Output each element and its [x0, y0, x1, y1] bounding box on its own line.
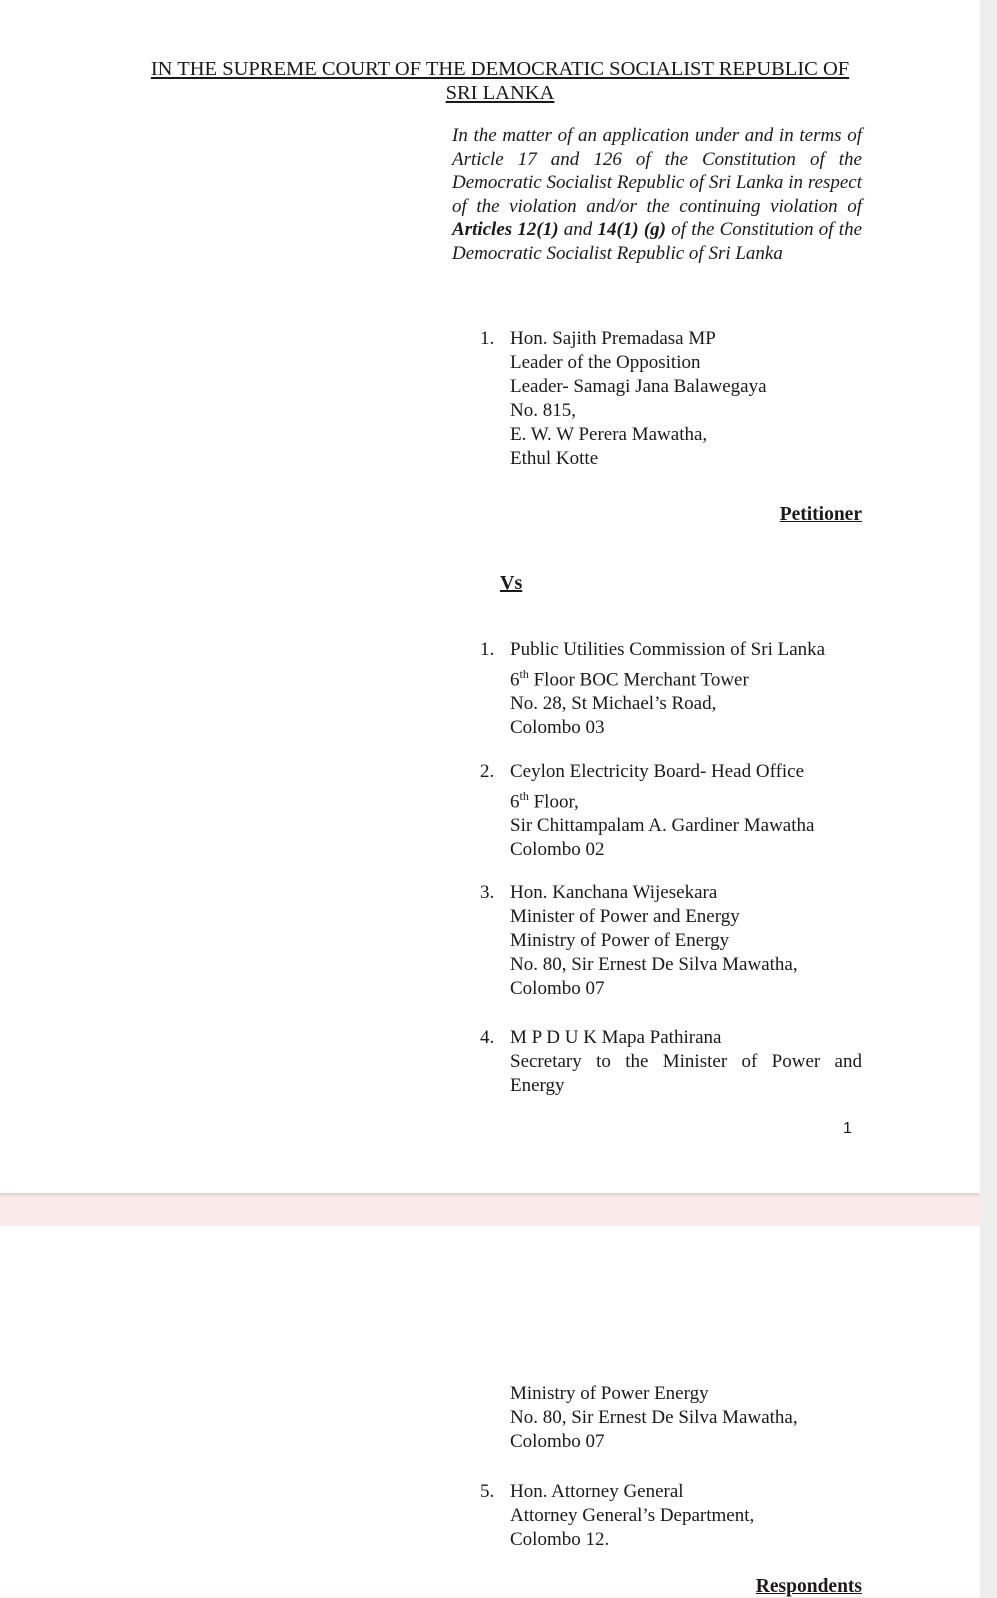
respondent-address-city: Colombo 07 — [510, 978, 605, 999]
respondent-5-block — [480, 1480, 880, 1552]
petitioner-label: Petitioner — [779, 504, 862, 525]
respondent-address-city: Colombo 12. — [510, 1529, 610, 1550]
respondent-address-street: No. 80, Sir Ernest De Silva Mawatha, — [510, 1407, 798, 1428]
respondent-name: Public Utilities Commission of Sri Lanka — [510, 639, 826, 660]
respondent-title-continued: Energy — [510, 1075, 565, 1096]
petitioner-address-city: Ethul Kotte — [510, 448, 599, 469]
party-number: 3. — [480, 882, 495, 903]
respondent-ministry: Ministry of Power of Energy — [510, 930, 730, 951]
application-matter-paragraph — [452, 124, 862, 265]
court-heading-line-1: IN THE SUPREME COURT OF THE DEMOCRATIC SOCIALIST REPUBLIC OF — [150, 58, 850, 80]
respondent-address-street: No. 80, Sir Ernest De Silva Mawatha, — [510, 954, 798, 975]
respondent-4-continued-block — [480, 1382, 880, 1454]
respondents-label: Respondents — [755, 1576, 862, 1597]
matter-text-after: of the Constitution of the Democratic Socialist Republic of Sri Lanka — [452, 219, 863, 264]
respondent-address-street: Sir Chittampalam A. Gardiner Mawatha — [510, 815, 815, 837]
petitioner-title: Leader of the Opposition — [510, 352, 701, 373]
respondent-address-floor: 6th Floor BOC Merchant Tower — [510, 667, 749, 691]
party-number: 5. — [480, 1481, 495, 1502]
versus-label: Vs — [500, 572, 523, 594]
petitioner-name: Hon. Sajith Premadasa MP — [510, 328, 716, 349]
petitioner-address-street: E. W. W Perera Mawatha, — [510, 424, 708, 445]
respondent-name: Ceylon Electricity Board- Head Office — [510, 761, 805, 782]
respondent-2-block — [480, 760, 880, 862]
respondent-ministry: Ministry of Power Energy — [510, 1383, 709, 1404]
respondent-name: Hon. Kanchana Wijesekara — [510, 882, 718, 903]
respondent-name: Hon. Attorney General — [510, 1481, 684, 1502]
petitioner-party: Leader- Samagi Jana Balawegaya — [510, 376, 767, 397]
document-page-2 — [0, 1226, 980, 1597]
viewer-scroll-edge — [980, 0, 997, 1597]
party-number: 1. — [480, 639, 495, 660]
respondent-name: M P D U K Mapa Pathirana — [510, 1027, 722, 1048]
matter-and: and — [558, 219, 598, 240]
respondent-address-city: Colombo 02 — [510, 839, 605, 861]
petitioner-address-number: No. 815, — [510, 400, 576, 421]
respondent-address-city: Colombo 03 — [510, 717, 605, 739]
matter-text-before: In the matter of an application under and in terms of Article 17 and 126 of the Constitution of the Democratic Socialist Republic of Sri Lanka in respect of the violation and/or the continuing violation of — [452, 125, 862, 217]
party-number: 1. — [480, 328, 495, 349]
respondent-title: Minister of Power and Energy — [510, 906, 740, 927]
respondent-3-block — [480, 881, 880, 1001]
matter-articles: Articles 12(1) — [452, 219, 559, 240]
respondent-address-street: No. 28, St Michael’s Road, — [510, 693, 717, 715]
respondent-department: Attorney General’s Department, — [510, 1505, 755, 1526]
party-number: 2. — [480, 761, 495, 782]
page-number: 1 — [843, 1120, 852, 1137]
party-number: 4. — [480, 1027, 495, 1048]
respondent-1-block — [480, 638, 880, 740]
respondent-title: Secretary to the Minister of Power and — [510, 1051, 862, 1072]
court-heading-line-2: SRI LANKA — [445, 82, 555, 104]
respondent-address-floor: 6th Floor, — [510, 789, 579, 813]
respondent-address-city: Colombo 07 — [510, 1431, 605, 1452]
matter-article-b: 14(1) (g) — [597, 219, 666, 240]
respondent-4-block — [480, 1026, 880, 1098]
petitioner-block — [480, 327, 880, 471]
